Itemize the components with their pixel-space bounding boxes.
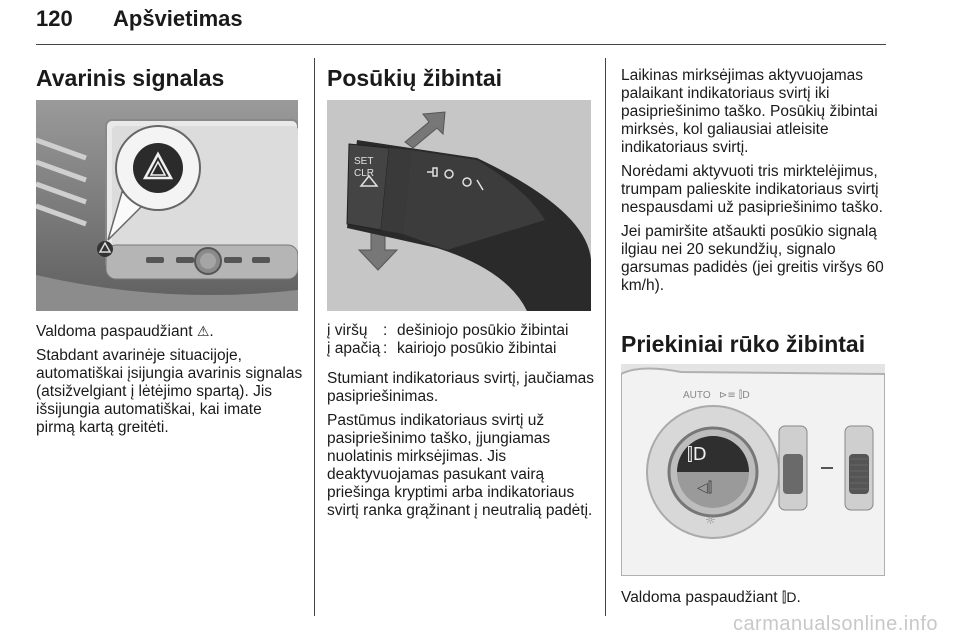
direction-row-up bbox=[327, 322, 568, 340]
turn-paragraph-1: Stumiant indikatoriaus svirtį, jaučiamas pasipriešinimas. bbox=[327, 370, 595, 405]
hazard-caption-end: . bbox=[209, 323, 214, 340]
direction-separator: : bbox=[383, 322, 388, 339]
svg-text:⊳≡ ⫿D: ⊳≡ ⫿D bbox=[719, 390, 750, 401]
fog-caption-end: . bbox=[796, 589, 801, 606]
hazard-caption bbox=[36, 322, 304, 341]
lever-direction-table bbox=[327, 322, 568, 358]
hazard-button-figure bbox=[36, 100, 298, 311]
turn-paragraph-2: Pastūmus indikatoriaus svirtį už pasipriešinimo taško, įjungiamas nuolatinis mirksėjimas. Jis deaktyvuojamas pasukant vairą priešinga kryptimi arba indikatoriaus svirtį ranka grąžinant į neutralią padėtį. bbox=[327, 412, 593, 519]
hazard-caption-text: Valdoma paspaudžiant bbox=[36, 323, 193, 340]
hazard-symbol-icon: ⚠ bbox=[196, 323, 210, 339]
direction-separator: : bbox=[383, 340, 388, 357]
turn-paragraph-5: Jei pamiršite atšaukti posūkio signalą ilgiau nei 20 sekundžių, signalo garsumas padidės (jei greitis viršys 60 km/h). bbox=[621, 223, 884, 294]
left-column bbox=[36, 64, 301, 92]
lever-label-set: SET bbox=[354, 156, 374, 167]
section-heading-hazard: Avarinis signalas bbox=[36, 65, 225, 91]
direction-row-down bbox=[327, 340, 568, 358]
fog-symbol-icon: ⫿D bbox=[781, 589, 797, 605]
lever-label-clr: CLR bbox=[354, 168, 375, 179]
rear-fog-icon: ◁⫿ bbox=[697, 480, 713, 496]
page-number: 120 bbox=[36, 6, 73, 31]
fog-caption-text: Valdoma paspaudžiant bbox=[621, 589, 778, 606]
column-divider-1 bbox=[314, 58, 315, 616]
direction-value: kairiojo posūkio žibintai bbox=[397, 340, 557, 357]
section-heading-turn-signals: Posūkių žibintai bbox=[327, 65, 503, 91]
fog-caption bbox=[621, 588, 889, 607]
page-title: Apšvietimas bbox=[113, 6, 243, 31]
svg-text:☼: ☼ bbox=[705, 513, 716, 527]
middle-text bbox=[327, 322, 597, 520]
turn-paragraph-3: Laikinas mirksėjimas aktyvuojamas palaikant indikatoriaus svirtį iki pasipriešinimo taško. Posūkių žibintai mirksės, kol galiausiai atleisite indikatoriaus svirtį. bbox=[621, 67, 878, 156]
auto-label: AUTO bbox=[683, 390, 711, 401]
turn-paragraph-4: Norėdami aktyvuoti tris mirktelėjimus, trumpam palieskite indikatoriaus svirtį nespausdami už pasipriešinimo taško. bbox=[621, 163, 883, 216]
hazard-paragraph: Stabdant avarinėje situacijoje, automatiškai įsijungia avarinis signalas (atsižvelgiant į lėtėjimo spartą). Jis išsijungia automatiškai, kai imate pirmą kartą greitėti. bbox=[36, 347, 303, 436]
fog-caption-wrap bbox=[621, 588, 889, 607]
right-column bbox=[621, 67, 889, 295]
direction-key: į viršų bbox=[327, 322, 368, 339]
section-heading-fog-lights: Priekiniai rūko žibintai bbox=[621, 331, 866, 357]
direction-key: į apačią bbox=[327, 340, 381, 357]
fog-light-switch-figure bbox=[621, 364, 885, 576]
fog-heading-wrap bbox=[621, 330, 889, 358]
middle-column bbox=[327, 64, 592, 92]
direction-value: dešiniojo posūkio žibintai bbox=[397, 322, 569, 339]
header-rule bbox=[36, 44, 886, 45]
turn-signal-lever-figure bbox=[327, 100, 591, 311]
watermark: carmanualsonline.info bbox=[732, 613, 938, 635]
left-text bbox=[36, 322, 304, 437]
column-divider-2 bbox=[605, 58, 606, 616]
front-fog-icon: ⫿D bbox=[687, 444, 707, 465]
